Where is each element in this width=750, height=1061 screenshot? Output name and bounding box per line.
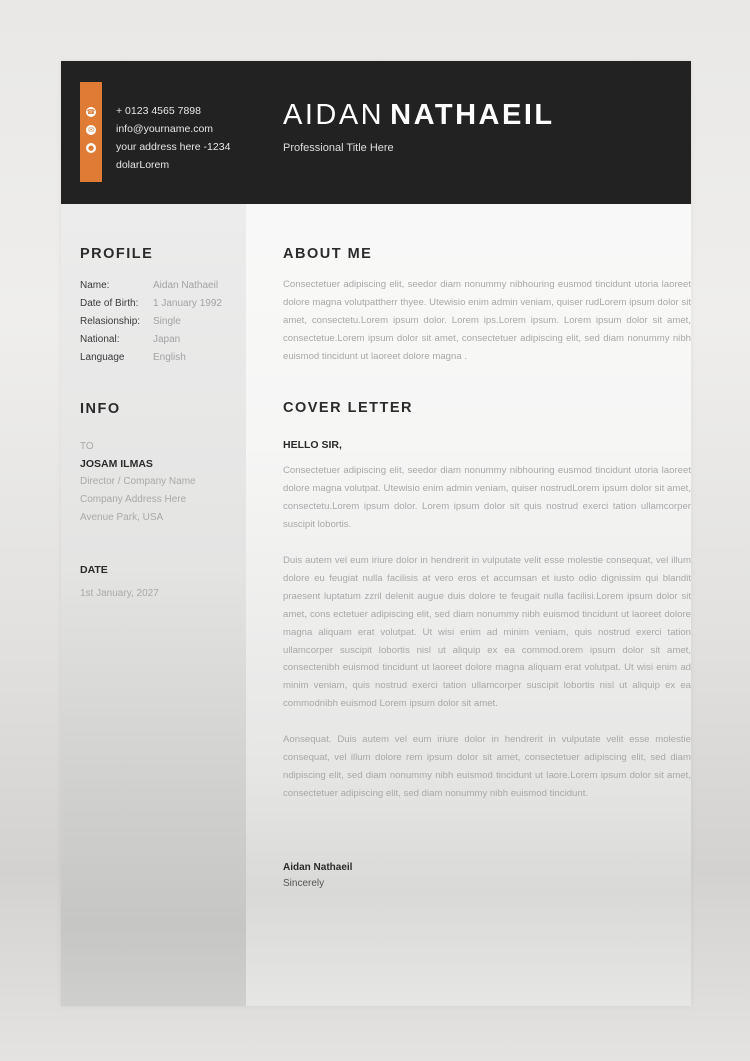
email-icon: ✉ <box>86 125 96 135</box>
first-name: AIDAN <box>283 99 385 131</box>
contact-address: your address here -1234 <box>116 141 231 153</box>
about-text: Consectetuer adipiscing elit, seedor diam nonummy nibhouring eusmod tincidunt utoria laoreet dolore magna volutpattherr thyee. Utewisio enim admin veniam, quiser rudLorem ipsum dolor sit amet, consectetu.Lorem ipsum dolor. Lorem ips.Lorem ipsum. Lorem ipsum dolor sit amet, consectetue.Lorem ipsum dolor sit amet, consectetuer adipiscing elit, sed diam nonummy nibh euismod tincidunt ut laoreet dolore magna . <box>283 279 691 362</box>
letter-paragraph-1: Consectetuer adipiscing elit, seedor diam nonummy nibhouring eusmod tincidunt utoria laoreet dolore magna volutpat. Utewisio enim admin veniam, quiser nostrudLorem ipsum dolor sit amet, consectetu.Lorem ipsum dolor. Lorem ipsum dolor sit quis nostrud exerci tation ullamcorper suscipit lobortis. <box>283 465 691 530</box>
header-banner <box>61 61 691 204</box>
about-heading: ABOUT ME <box>283 246 373 262</box>
recipient-name: JOSAM ILMAS <box>80 458 153 470</box>
profile-label-name: Name: <box>80 280 110 291</box>
phone-icon: ☎ <box>86 108 96 116</box>
letter-date: 1st January, 2027 <box>80 588 159 599</box>
signature-name: Aidan Nathaeil <box>283 862 353 873</box>
recipient-line-2: Company Address Here <box>80 494 187 505</box>
contact-email: info@yourname.com <box>116 123 214 135</box>
info-heading: INFO <box>80 401 121 417</box>
profile-heading: PROFILE <box>80 246 154 262</box>
to-label: TO <box>80 441 94 452</box>
profile-value-language: English <box>153 352 186 363</box>
contact-phone: + 0123 4565 7898 <box>116 105 201 117</box>
candidate-name <box>283 99 555 132</box>
profile-value-dob: 1 January 1992 <box>153 298 222 309</box>
greeting: HELLO SIR, <box>283 439 342 451</box>
recipient-line-3: Avenue Park, USA <box>80 512 164 523</box>
profile-label-national: National: <box>80 334 120 345</box>
profile-label-dob: Date of Birth: <box>80 298 139 309</box>
contact-address-line2: dolarLorem <box>116 159 170 171</box>
date-heading: DATE <box>80 564 108 576</box>
profile-label-language: Language <box>80 352 125 363</box>
profile-value-name: Aidan Nathaeil <box>153 280 219 291</box>
letter-paragraph-3: Aonsequat. Duis autem vel eum iriure dolor in hendrerit in vulputate velit esse molestie consequat, vel illum dolore rem ipsum dolor sit amet, consectetuer adipiscing elit, sed diam ndipiscing elit, sed diam nonummy nibh euismod tincidunt ut laore.Lorem ipsum dolor sit amet, consectetuer adipiscing elit, sed diam nonummy nibh euismod tincidunt. <box>283 734 691 799</box>
profile-value-relationship: Single <box>153 316 181 327</box>
closing: Sincerely <box>283 878 325 889</box>
cover-letter-heading: COVER LETTER <box>283 400 413 416</box>
letter-paragraph-2: Duis autem vel eum iriure dolor in hendrerit in vulputate velit esse molestie consequat, vel illum dolore eu feugiat nulla facilisis at vero eros et accumsan et iusto odio dignissim qui blandit praesent luptatum zzril delenit augue duis dolore te feugait nulla facilisi.Lorem ipsum dolor sit amet, cons ectetuer adipiscing elit, sed diam nonummy nibh euismod tincidunt ut laoreet dolore magna aliquam erat volutpat. Ut wisi enim ad minim veniam, quis nostrud exerci tation ullamcorper suscipit lobortis nisl ut aliquip ex ea commod.orem ipsum dolor sit amet, consectenibh euismod tincidunt ut laoreet dolore magna aliquam erat volutpat. Ut wisi enim ad minim veniam, quis nostrud exerci tation ullamcorper suscipit lobortis nisl ut aliquip ex ea commodnibh euismod Lorem ipsum dolor sit amet. <box>283 555 691 710</box>
location-icon: ● <box>87 144 95 152</box>
profile-value-national: Japan <box>153 334 181 345</box>
resume-page <box>61 61 691 1006</box>
profile-label-relationship: Relasionship: <box>80 316 141 327</box>
recipient-line-1: Director / Company Name <box>80 476 196 487</box>
last-name: NATHAEIL <box>390 99 555 131</box>
contact-accent-bar <box>80 82 102 182</box>
professional-title: Professional Title Here <box>283 142 394 154</box>
